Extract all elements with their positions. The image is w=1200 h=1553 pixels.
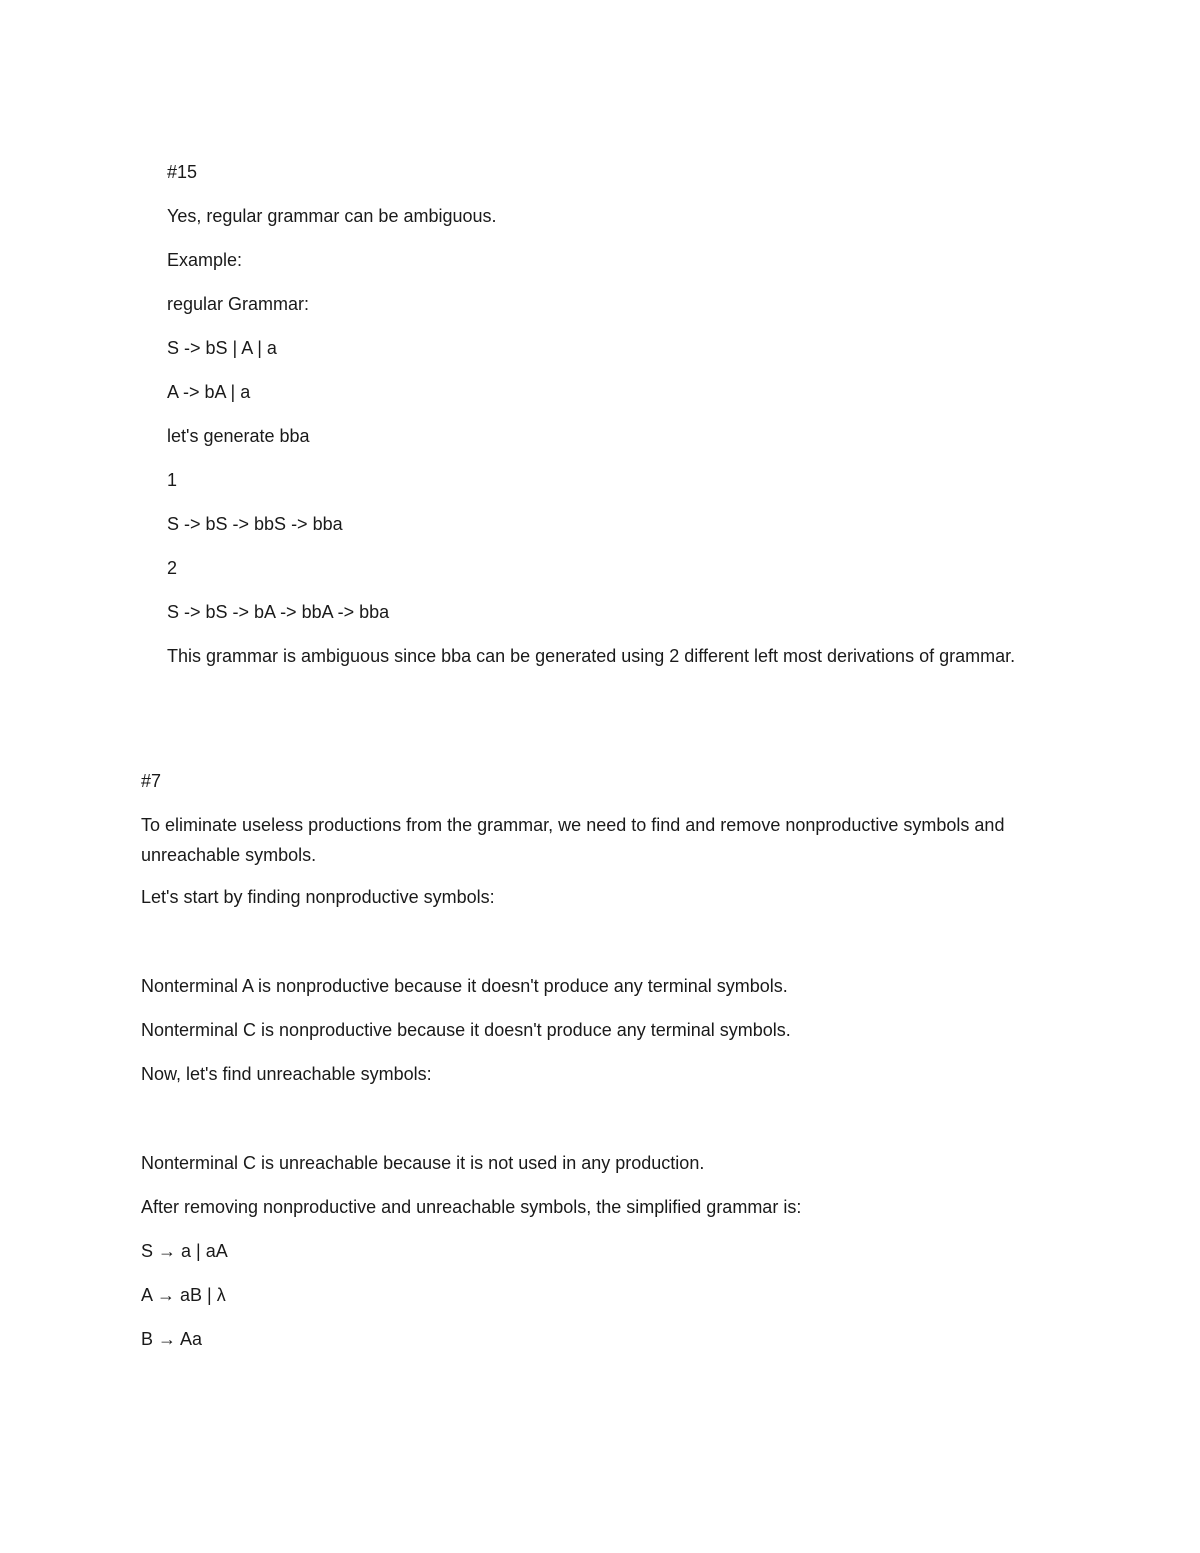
- nonproductive-c: Nonterminal C is nonproductive because it doesn't produce any terminal symbols.: [141, 1020, 791, 1040]
- useless-productions-intro: To eliminate useless productions from the grammar, we need to find and remove nonproductive symbols and unreachable symbols.: [141, 815, 1005, 865]
- derivation-1: S -> bS -> bbS -> bba: [167, 514, 343, 534]
- simplified-intro: After removing nonproductive and unreachable symbols, the simplified grammar is:: [141, 1197, 802, 1217]
- simplified-rule-s: S → a | aA: [141, 1241, 228, 1261]
- unreachable-intro: Now, let's find unreachable symbols:: [141, 1064, 432, 1084]
- simplified-rule-a: A → aB | λ: [141, 1285, 226, 1305]
- production-a: A -> bA | a: [167, 382, 251, 402]
- derivation-2: S -> bS -> bA -> bbA -> bba: [167, 602, 390, 622]
- regular-grammar-label: regular Grammar:: [167, 294, 310, 314]
- section-15-heading: #15: [167, 162, 198, 182]
- section-7-heading: #7: [141, 771, 162, 791]
- production-s: S -> bS | A | a: [167, 338, 277, 358]
- generate-target: let's generate bba: [167, 426, 310, 446]
- derivation-2-label: 2: [167, 558, 178, 578]
- nonproductive-a: Nonterminal A is nonproductive because it doesn't produce any terminal symbols.: [141, 976, 788, 996]
- ambiguity-answer: Yes, regular grammar can be ambiguous.: [167, 206, 497, 226]
- simplified-rule-b: B → Aa: [141, 1329, 203, 1349]
- example-label: Example:: [167, 250, 243, 270]
- derivation-1-label: 1: [167, 470, 178, 490]
- unreachable-c: Nonterminal C is unreachable because it is not used in any production.: [141, 1153, 705, 1173]
- nonproductive-intro: Let's start by finding nonproductive symbols:: [141, 887, 495, 907]
- ambiguity-conclusion: This grammar is ambiguous since bba can be generated using 2 different left most derivations of grammar.: [167, 646, 1016, 666]
